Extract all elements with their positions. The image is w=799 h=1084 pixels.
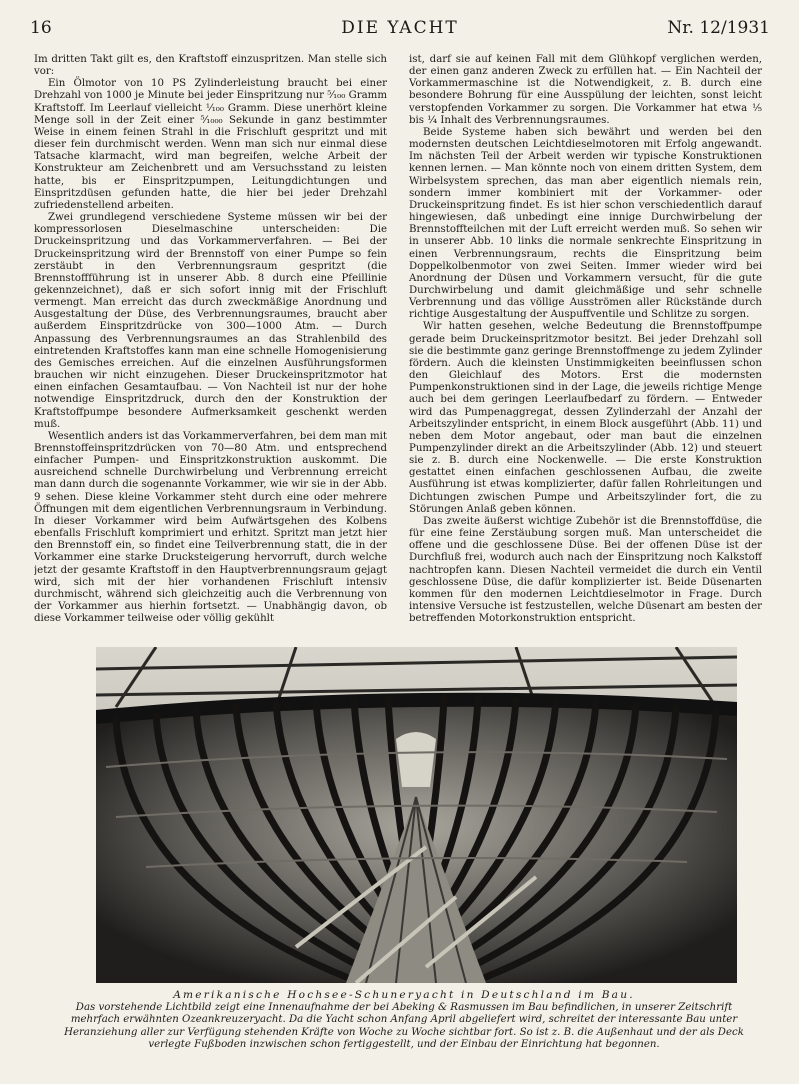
magazine-title: DIE YACHT [341,18,459,38]
paragraph: Ein Ölmotor von 10 PS Zylinderleistung braucht bei einer Drehzahl von 1000 je Minute bei jeder Einspritzung nur ⁵⁄₁₀₀ Gramm Kraftstoff. Im Leerlauf vielleicht ¹⁄₁₀₀ Gramm. Diese unerhört kleine Menge soll in der Zeit einer ⁵⁄₁₀₀₀ Sekunde in ganz bestimmter Weise in einem feinen Strahl in die Frischluft gespritzt und mit dieser fein durchmischt werden. Wenn man sich nur einmal diese Tatsache klarmacht, wird man begreifen, welche Arbeit der Konstrukteur am Zeichenbrett und am Versuchsstand zu leisten hatte, bis er Einspritzpumpen, Leitungdichtungen und Einspritzdüsen gefunden hatte, die hier bei jeder Drehzahl zufriedenstellend arbeiten. [34,78,387,211]
ship-hull-frames-photo [96,647,737,983]
paragraph: Zwei grundlegend verschiedene Systeme müssen wir bei der kompressorlosen Dieselmaschine unterscheiden: Die Druckeinspritzung und das Vorkammerverfahren. — Bei der Druckeinspritzung wird der Brennstoff von einer Pumpe so fein zerstäubt in den Verbrennungsraum gespritzt (die Brennstoffführung ist in unserer Abb. 8 durch eine Pfeillinie gekennzeichnet), daß er sich sofort innig mit der Frischluft vermengt. Man erreicht das durch zweckmäßige Anordnung und Ausgestaltung der Düse, des Verbrennungsraumes, braucht aber außerdem Einspritzdrücke von 300—1000 Atm. — Durch Anpassung des Verbrennungsraumes an das Strahlenbild des eintretenden Kraftstoffes kann man eine schnelle Homogenisierung des Gemisches erreichen. Auf die einzelnen Ausführungsformen brauchen wir nicht einzugehen. Dieser Druckeinspritzmotor hat einen einfachen Gesamtaufbau. — Von Nachteil ist nur der hohe notwendige Einspritzdruck, durch den der Konstruktion der Kraftstoffpumpe besondere Aufmerksamkeit geschenkt werden muß. [34,212,387,430]
article-body [34,54,762,644]
paragraph: Das zweite äußerst wichtige Zubehör ist die Brennstoffdüse, die für eine feine Zerstäubung sorgen muß. Man unterscheidet die offene und die geschlossene Düse. Bei der offenen Düse ist der Durchfluß frei, wodurch auch nach der Einspritzung noch Kalkstoff nachtropfen kann. Diesen Nachteil vermeidet die durch ein Ventil geschlossene Düse, die dafür komplizierter ist. Beide Düsenarten kommen für den modernen Leichtdieselmotor in Frage. Durch intensive Versuche ist festzustellen, welche Düsenart am besten der betreffenden Motorkonstruktion entspricht. [409,515,762,625]
paragraph: Im dritten Takt gilt es, den Kraftstoff einzuspritzen. Man stelle sich vor: [34,54,387,78]
paragraph: Beide Systeme haben sich bewährt und werden bei den modernsten deutschen Leichtdieselmotoren mit Erfolg angewandt. Im nächsten Teil der Arbeit werden wir typische Konstruktionen kennen lernen. — Man könnte noch von einem dritten System, dem Wirbelsystem sprechen, das man aber eigentlich niemals rein, sondern immer kombiniert mit der Vorkammer- oder Druckeinspritzung findet. Es ist hier schon verschiedentlich darauf hingewiesen, daß unbedingt eine innige Durchwirbelung der Brennstoffteilchen mit der Luft erreicht werden muß. So sehen wir in unserer Abb. 10 links die normale senkrechte Einspritzung in einen Verbrennungsraum, rechts die Einspritzung beim Doppelkolbenmotor von zwei Seiten. Immer wieder wird bei Anordnung der Düsen und Vorkammern versucht, für die gute Durchwirbelung und damit gleichmäßige und sehr schnelle Verbrennung und das völlige Ausströmen aller Rückstände durch richtige Ausgestaltung der Auspuffventile und Schlitze zu sorgen. [409,126,762,321]
issue-number: Nr. 12/1931 [667,18,770,38]
right-column [409,54,762,644]
paragraph: Wesentlich anders ist das Vorkammerverfahren, bei dem man mit Brennstoffeinspritzdrücken von 70—80 Atm. und entsprechend einfacher Pumpen- und Einspritzkonstruktion auskommt. Die ausreichend schnelle Durchwirbelung und Verbrennung erreicht man dann durch die sogenannte Vorkammer, wie wir sie in der Abb. 9 sehen. Diese kleine Vorkammer steht durch eine oder mehrere Öffnungen mit dem eigentlichen Verbrennungsraum in Verbindung. In dieser Vorkammer wird beim Aufwärtsgehen des Kolbens ebenfalls Frischluft komprimiert und erhitzt. Spritzt man jetzt hier den Brennstoff ein, so findet eine Teilverbrennung statt, die in der Vorkammer eine starke Drucksteigerung hervorruft, durch welche jetzt der gesamte Kraftstoff in den Hauptverbrennungsraum gejagt wird, sich mit der hier vorhandenen Frischluft intensiv durchmischt, während sich gleichzeitig auch die Verbrennung von der Vorkammer aus hierhin fortsetzt. — Unabhängig davon, ob diese Vorkammer teilweise oder völlig gekühlt [34,430,387,625]
photo-caption [54,989,754,1052]
caption-text: Das vorstehende Lichtbild zeigt eine Innenaufnahme der bei Abeking & Rasmussen im Bau befindlichen, in unserer Zeitschrift mehrfach erwähnten Ozeankreuzeryacht. Da die Yacht schon Anfang April abgeliefert wird, schreitet der interessante Bau unter Heranziehung aller zur Verfügung stehenden Kräfte von Woche zu Woche sichtbar fort. So ist z. B. die Außenhaut und der als Deck verlegte Fußboden inzwischen schon fertiggestellt, und der Einbau der Einrichtung hat begonnen. [64,1001,744,1051]
page-header [30,18,770,40]
page-number: 16 [30,18,52,38]
paragraph: Wir hatten gesehen, welche Bedeutung die Brennstoffpumpe gerade beim Druckeinspritzmotor besitzt. Bei jeder Drehzahl soll sie die bestimmte ganz geringe Brennstoffmenge zu jedem Zylinder fördern. Auch die kleinsten Unstimmigkeiten beeinflussen schon den Gleichlauf des Motors. Erst die modernsten Pumpenkonstruktionen sind in der Lage, die jeweils richtige Menge auch bei dem geringen Leerlaufbedarf zu fördern. — Entweder wird das Pumpenaggregat, dessen Zylinderzahl der Anzahl der Arbeitszylinder entspricht, in einem Block ausgeführt (Abb. 11) und neben dem Motor angebaut, oder man baut die einzelnen Pumpenzylinder direkt an die Arbeitszylinder (Abb. 12) und steuert sie z. B. durch eine Nockenwelle. — Die erste Konstruktion gestattet einen einfachen geschlossenen Aufbau, die zweite Ausführung ist etwas komplizierter, dafür fallen Rohrleitungen und Dichtungen zwischen Pumpe und Arbeitszylinder fort, die zu Störungen Anlaß geben können. [409,321,762,515]
caption-title: Amerikanische Hochsee-Schuneryacht in Deutschland im Bau. [173,989,635,1001]
paragraph: ist, darf sie auf keinen Fall mit dem Glühkopf verglichen werden, der einen ganz anderen Zweck zu erfüllen hat. — Ein Nachteil der Vorkammermaschine ist die Notwendigkeit, z. B. durch eine besondere Bohrung für eine Ausspülung der leichten, sonst leicht verstopfenden Vorkammer zu sorgen. Die Vorkammer hat etwa ¹⁄₅ bis ¼ Inhalt des Verbrennungsraumes. [409,54,762,126]
hull-illustration [96,647,737,983]
left-column [34,54,387,644]
